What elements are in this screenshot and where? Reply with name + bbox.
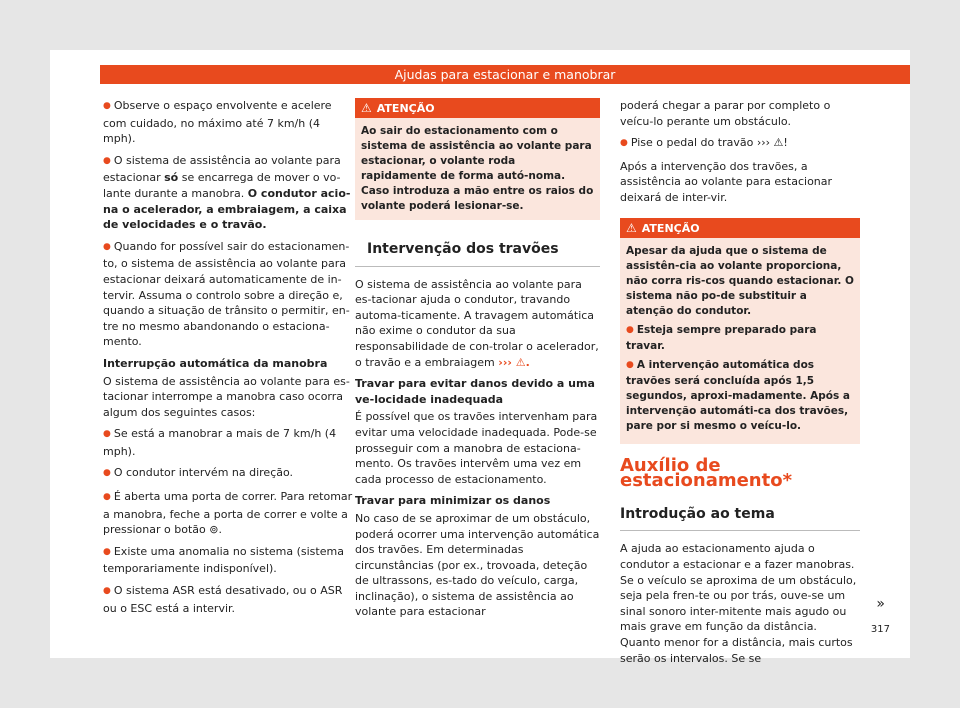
list-item: ● O sistema de assistência ao volante para estacionar só se encarrega de mover o vo-lante durante a manobra. O condutor acio-na o acelerador, a embraiagem, a caixa de velocidades e o travão. <box>103 153 351 232</box>
bullet-icon: ● <box>103 546 111 557</box>
subheading: Travar para evitar danos devido a uma ve-locidade inadequada <box>355 377 595 406</box>
column-1 <box>103 98 353 622</box>
bullet-icon: ● <box>103 429 111 440</box>
chapter-title: Auxílio de estacionamento* <box>620 454 793 492</box>
warning-ref: ››› ⚠. <box>498 355 530 369</box>
paragraph: O sistema de assistência ao volante para es-tacionar ajuda o condutor, travando automa-ticamente. A travagem automática não exime o condutor da sua responsabilidade de con-trolar o acelerador, o travão e a embraiagem ››› ⚠. <box>355 277 599 369</box>
subheading: Interrupção automática da manobra <box>103 356 328 370</box>
list-item: ● O sistema ASR está desativado, ou o ASR ou o ESC está a intervir. <box>103 584 343 615</box>
list-item: ● Pise o pedal do travão ››› ⚠! <box>620 136 788 150</box>
warning-box <box>355 98 600 220</box>
page-number: 317 <box>870 624 890 635</box>
bullet-icon: ● <box>626 324 634 335</box>
column-2 <box>355 98 600 626</box>
list-item: ● Esteja sempre preparado para travar. <box>626 323 817 352</box>
paragraph: No caso de se aproximar de um obstáculo, poderá ocorrer uma intervenção automática dos travões. Em determinadas circunstâncias (por ex., trovoada, deteção de ultrassons, es-tado do veículo, carga, inclinação), o sistema de assistência ao volante para estacionar <box>355 511 600 619</box>
bullet-icon: ● <box>103 101 111 111</box>
paragraph: É possível que os travões intervenham para evitar uma velocidade inadequada. Pode-se prosseguir com a manobra de estaciona-mento. Os travões intervêm uma vez em cada processo de estacionamento. <box>355 410 598 486</box>
bullet-icon: ● <box>103 155 111 166</box>
list-item: ● Existe uma anomalia no sistema (sistema temporariamente indisponível). <box>103 544 344 576</box>
bullet-icon: ● <box>103 586 111 597</box>
warning-header: ⚠ ATENÇÃO <box>620 218 860 238</box>
list-item: ● Observe o espaço envolvente e acelere com cuidado, no máximo até 7 km/h (4 mph). <box>103 99 332 146</box>
bullet-icon: ● <box>620 138 628 149</box>
bullet-icon: ● <box>103 492 111 503</box>
bullet-icon: ● <box>626 359 634 370</box>
warning-text: Ao sair do estacionamento com o sistema de assistência ao volante para estacionar, o volante roda rapidamente de forma autó-noma. Caso introduza a mão entre os raios do volante poderá lesionar-se. <box>361 125 594 212</box>
paragraph: A ajuda ao estacionamento ajuda o condutor a estacionar e a fazer manobras. Se o veículo se aproxima de um obstáculo, seja pela fren-te ou por trás, ouve-se um sinal sonoro inter-mitente mais agudo ou mais grave em função da distância. Quanto menor for a distância, mais curtos serão os intervalos. Se se <box>620 542 857 665</box>
list-item: ● Quando for possível sair do estacionamen-to, o sistema de assistência ao volante para estacionar deixará automaticamente de in-tervir. Assuma o controlo sobre a direção e, quando a situação de trânsito o permitir, en-tre no mesmo abandonando o estaciona-mento. <box>103 239 350 349</box>
section-title: Intervenção dos travões <box>355 234 600 267</box>
document-page <box>50 50 910 665</box>
list-item: ● A intervenção automática dos travões será concluída após 1,5 segundos, aproxi-madamente. Após a intervenção automáti-ca dos travões, pare por si mesmo o veícu-lo. <box>626 358 850 432</box>
page-header: Ajudas para estacionar e manobrar <box>100 65 910 84</box>
warning-triangle-icon: ⚠ <box>626 220 637 235</box>
paragraph: O sistema de assistência ao volante para es-tacionar interrompe a manobra caso ocorra algum dos seguintes casos: <box>103 374 350 419</box>
subheading: Travar para minimizar os danos <box>355 494 551 508</box>
column-3 <box>620 98 860 672</box>
warning-box <box>620 218 860 444</box>
warning-triangle-icon: ⚠ <box>361 101 372 115</box>
list-item: ● O condutor intervém na direção. <box>103 466 294 480</box>
bullet-icon: ● <box>103 241 111 252</box>
bullet-icon: ● <box>103 468 111 479</box>
section-title: Introdução ao tema <box>620 499 860 532</box>
warning-text: Apesar da ajuda que o sistema de assistên-cia ao volante proporciona, não corra ris-cos quando estacionar. O sistema não po-de substituir a atenção do condutor. ● Esteja sempre preparado para travar. ● A intervenção automática dos travões será concluída após 1,5 segundos, aproxi-madamente. Após a intervenção automáti-ca dos travões, pare por si mesmo o veícu-lo. <box>626 244 854 432</box>
list-item: ● É aberta uma porta de correr. Para retomar a manobra, feche a porta de correr e volte a pressionar o botão ⊚. <box>103 490 353 537</box>
warning-header: ⚠ ATENÇÃO <box>355 98 600 118</box>
list-item: ● Se está a manobrar a mais de 7 km/h (4 mph). <box>103 427 337 458</box>
continue-arrow-icon: » <box>876 596 885 612</box>
paragraph: Após a intervenção dos travões, a assistência ao volante para estacionar deixará de inter-vir. <box>620 159 833 204</box>
paragraph: poderá chegar a parar por completo o veícu-lo perante um obstáculo. <box>620 99 831 128</box>
